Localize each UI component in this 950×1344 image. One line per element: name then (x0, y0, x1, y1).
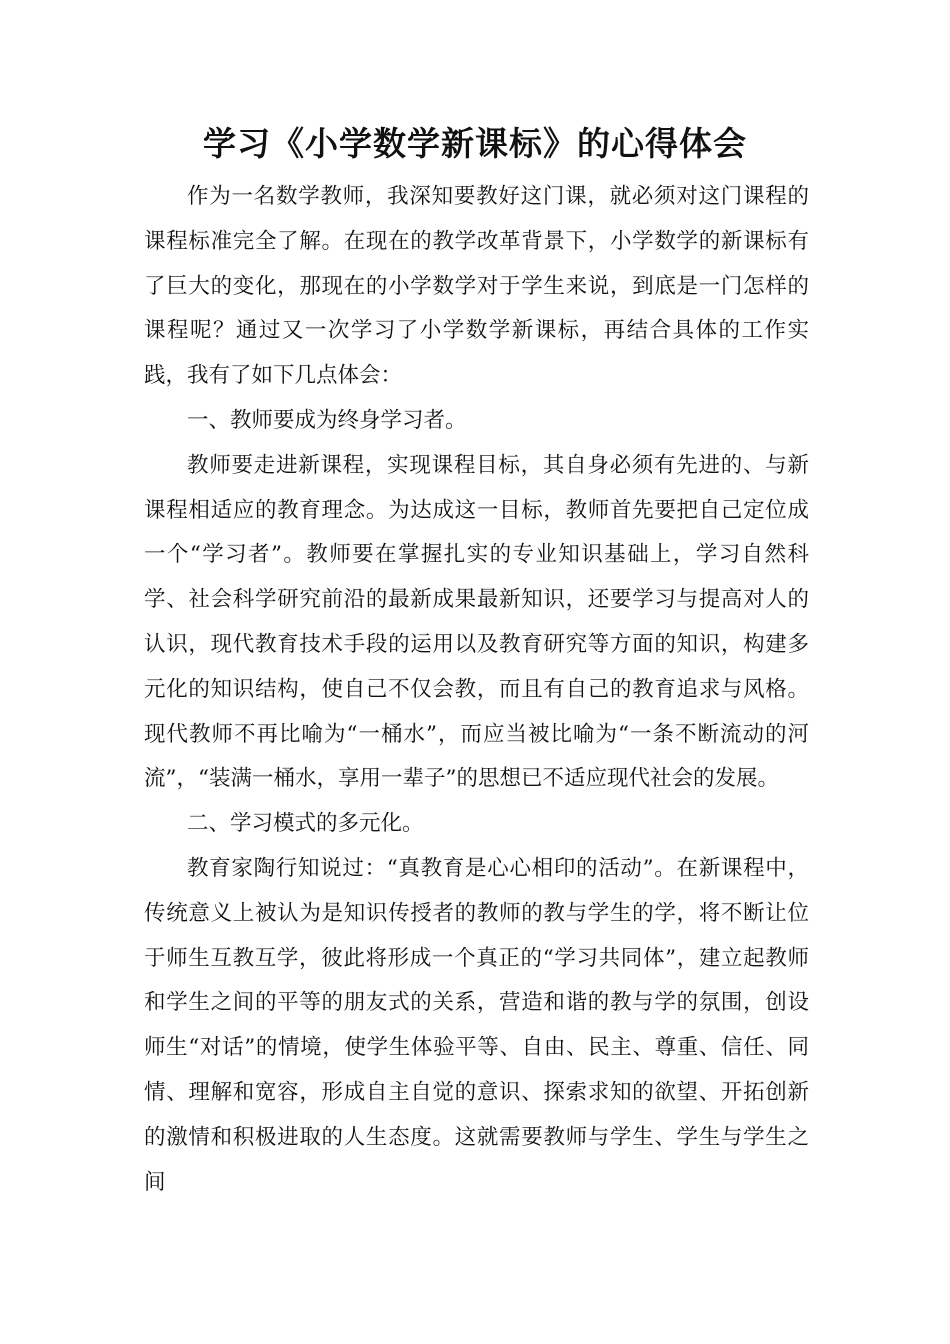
document-body (144, 175, 809, 1205)
section-heading-1: 一、教师要成为终身学习者。 (187, 407, 467, 433)
paragraph-section-2: 教育家陶行知说过：“真教育是心心相印的活动”。在新课程中，传统意义上被认为是知识传授者的教师的教与学生的学，将不断让位于师生互教互学，彼此将形成一个真正的“学习共同体”，建立起教师和学生之间的平等的朋友式的关系，营造和谐的教与学的氛围，创设师生“对话”的情境，使学生体验平等、自由、民主、尊重、信任、同情、理解和宽容，形成自主自觉的意识、探索求知的欲望、开拓创新的激情和积极进取的人生态度。这就需要教师与学生、学生与学生之间 (144, 855, 809, 1195)
paragraph-intro: 作为一名数学教师，我深知要教好这门课，就必须对这门课程的课程标准完全了解。在现在的教学改革背景下，小学数学的新课标有了巨大的变化，那现在的小学数学对于学生来说，到底是一门怎样的课程呢？通过又一次学习了小学数学新课标，再结合具体的工作实践，我有了如下几点体会： (144, 184, 809, 389)
document-title: 学习《小学数学新课标》的心得体会 (203, 124, 747, 163)
paragraph-section-1: 教师要走进新课程，实现课程目标，其自身必须有先进的、与新课程相适应的教育理念。为达成这一目标，教师首先要把自己定位成一个“学习者”。教师要在掌握扎实的专业知识基础上，学习自然科学、社会科学研究前沿的最新成果最新知识，还要学习与提高对人的认识，现代教育技术手段的运用以及教育研究等方面的知识，构建多元化的知识结构，使自己不仅会教，而且有自己的教育追求与风格。现代教师不再比喻为“一桶水”，而应当被比喻为“一条不断流动的河流”，“装满一桶水，享用一辈子”的思想已不适应现代社会的发展。 (144, 452, 809, 792)
section-heading-2: 二、学习模式的多元化。 (187, 811, 424, 837)
